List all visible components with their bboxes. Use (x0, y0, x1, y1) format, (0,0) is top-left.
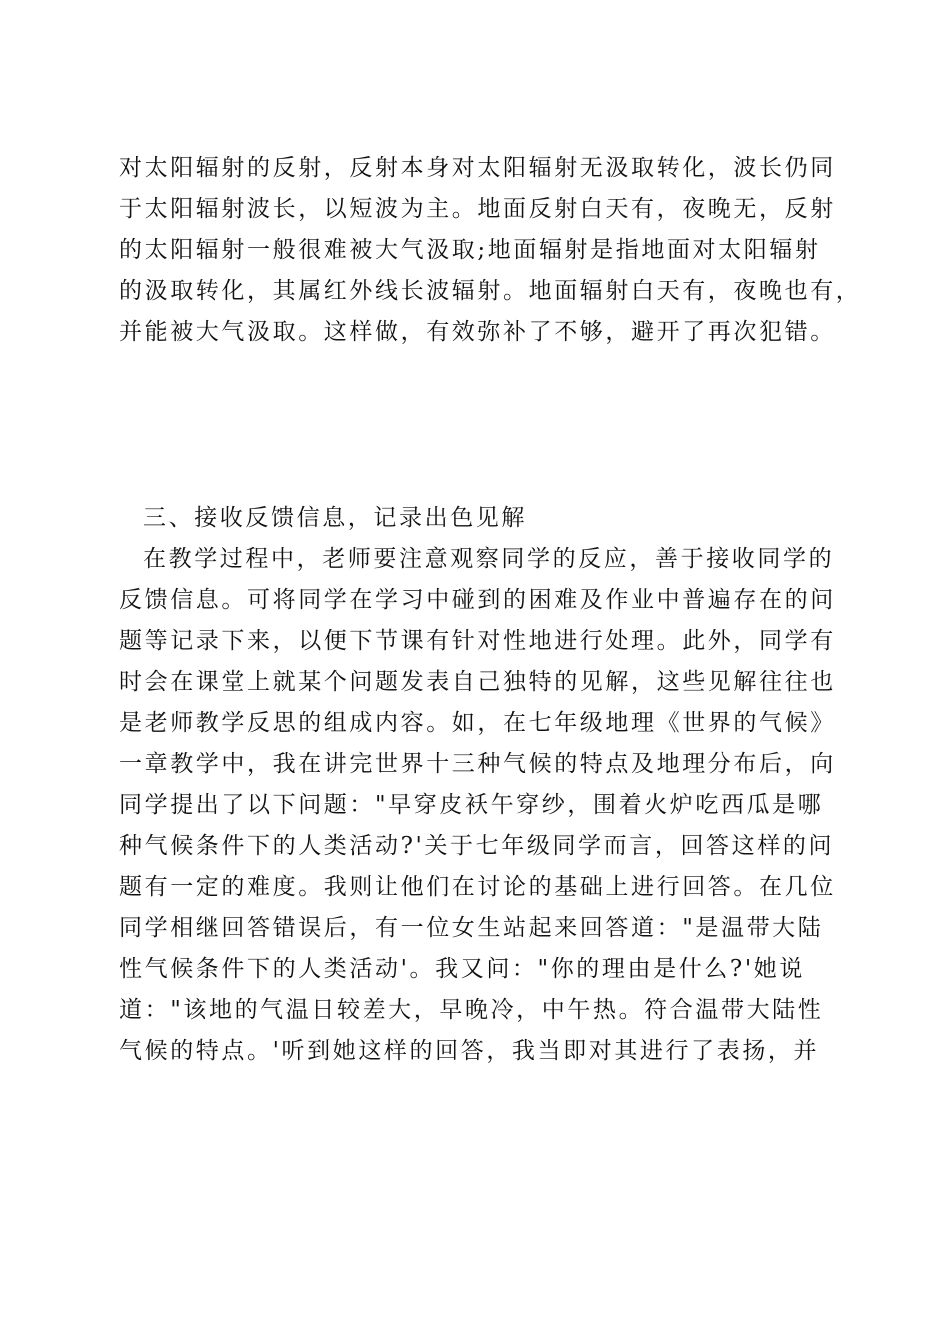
text-line: 一章教学中，我在讲完世界十三种气候的特点及地理分布后，向 (119, 751, 836, 777)
text-line: 反馈信息。可将同学在学习中碰到的困难及作业中普遍存在的问 (119, 587, 836, 613)
text-line: 道："该地的气温日较差大，早晚冷，中午热。符合温带大陆性 (119, 997, 824, 1023)
text-line: 气候的特点。'听到她这样的回答，我当即对其进行了表扬，并 (119, 1038, 820, 1064)
text-line: 对太阳辐射的反射，反射本身对太阳辐射无汲取转化，波长仍同 (119, 155, 836, 181)
text-line: 在教学过程中，老师要注意观察同学的反应，善于接收同学的 (143, 546, 835, 572)
text-line: 是老师教学反思的组成内容。如，在七年级地理《世界的气候》 (119, 710, 836, 736)
text-line: 同学相继回答错误后，有一位女生站起来回答道："是温带大陆 (119, 915, 824, 941)
text-line: 的太阳辐射一般很难被大气汲取;地面辐射是指地面对太阳辐射 (119, 237, 821, 263)
section-heading: 三、接收反馈信息，记录出色见解 (143, 505, 527, 531)
text-line: 题等记录下来，以便下节课有针对性地进行处理。此外，同学有 (119, 628, 836, 654)
text-line: 并能被大气汲取。这样做，有效弥补了不够，避开了再次犯错。 (119, 319, 836, 345)
text-line: 题有一定的难度。我则让他们在讨论的基础上进行回答。在几位 (119, 874, 836, 900)
text-line: 种气候条件下的人类活动?'关于七年级同学而言，回答这样的问 (119, 833, 835, 859)
paragraph-radiation (119, 148, 862, 353)
text-line: 的汲取转化，其属红外线长波辐射。地面辐射白天有，夜晚也有， (119, 278, 862, 304)
text-line: 同学提出了以下问题："早穿皮袄午穿纱，围着火炉吃西瓜是哪 (119, 792, 824, 818)
text-line: 性气候条件下的人类活动'。我又问："你的理由是什么?'她说 (119, 956, 805, 982)
section-feedback (119, 498, 839, 1072)
text-line: 于太阳辐射波长，以短波为主。地面反射白天有，夜晚无，反射 (119, 196, 836, 222)
text-line: 时会在课堂上就某个问题发表自己独特的见解，这些见解往往也 (119, 669, 836, 695)
